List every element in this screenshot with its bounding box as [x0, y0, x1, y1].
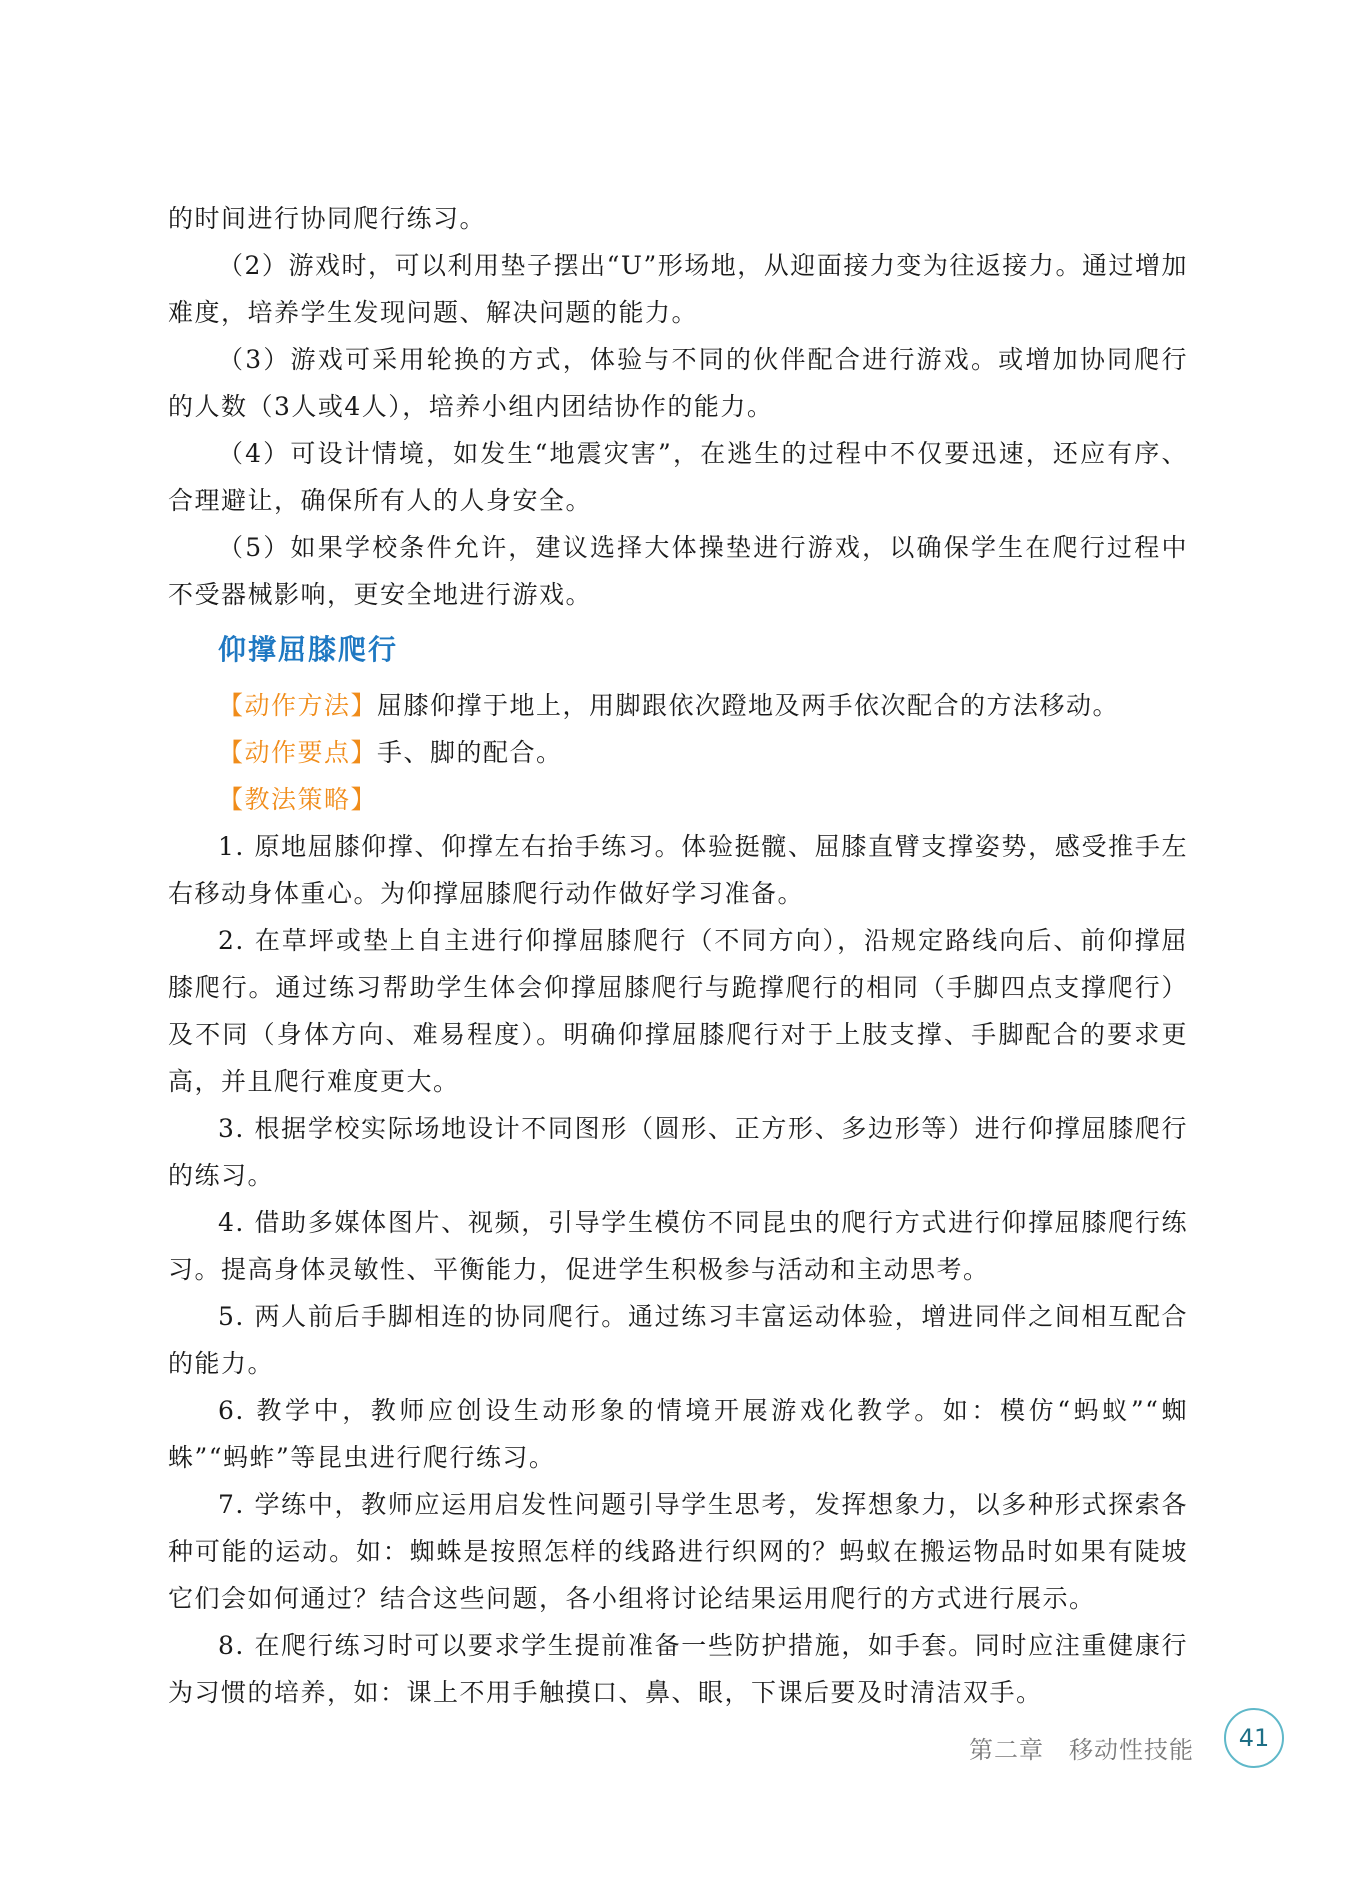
- method-label: 【动作方法】: [218, 691, 378, 720]
- keypoint-paragraph: [168, 729, 1188, 776]
- strategy-item-3: 3. 根据学校实际场地设计不同图形（圆形、正方形、多边形等）进行仰撑屈膝爬行的练习。: [168, 1114, 1188, 1190]
- keypoint-label: 【动作要点】: [218, 738, 378, 767]
- section-title: 仰撑屈膝爬行: [218, 633, 399, 666]
- paragraph-tip-3: （3）游戏可采用轮换的方式，体验与不同的伙伴配合进行游戏。或增加协同爬行的人数（3人或4人），培养小组内团结协作的能力。: [168, 345, 1188, 421]
- strategy-item-8: 8. 在爬行练习时可以要求学生提前准备一些防护措施，如手套。同时应注重健康行为习惯的培养，如：课上不用手触摸口、鼻、眼，下课后要及时清洁双手。: [168, 1631, 1188, 1707]
- method-text: 屈膝仰撑于地上，用脚跟依次蹬地及两手依次配合的方法移动。: [377, 691, 1120, 720]
- strategy-item-6: 6. 教学中，教师应创设生动形象的情境开展游戏化教学。如：模仿“蚂蚁”“蜘蛛”“蚂蚱”等昆虫进行爬行练习。: [168, 1396, 1188, 1472]
- page-number: 41: [1224, 1708, 1284, 1768]
- paragraph-tip-2: （2）游戏时，可以利用垫子摆出“U”形场地，从迎面接力变为往返接力。通过增加难度，培养学生发现问题、解决问题的能力。: [168, 251, 1188, 327]
- strategy-item-1: 1. 原地屈膝仰撑、仰撑左右抬手练习。体验挺髋、屈膝直臂支撑姿势，感受推手左右移动身体重心。为仰撑屈膝爬行动作做好学习准备。: [168, 832, 1188, 908]
- keypoint-text: 手、脚的配合。: [377, 738, 563, 767]
- page-content: [168, 195, 1188, 1716]
- strategy-paragraph: [168, 776, 1188, 823]
- strategy-item-2: 2. 在草坪或垫上自主进行仰撑屈膝爬行（不同方向），沿规定路线向后、前仰撑屈膝爬行。通过练习帮助学生体会仰撑屈膝爬行与跪撑爬行的相同（手脚四点支撑爬行）及不同（身体方向、难易程度）。明确仰撑屈膝爬行对于上肢支撑、手脚配合的要求更高，并且爬行难度更大。: [168, 926, 1188, 1096]
- paragraph-tip-5: （5）如果学校条件允许，建议选择大体操垫进行游戏，以确保学生在爬行过程中不受器械影响，更安全地进行游戏。: [168, 533, 1188, 609]
- strategy-label: 【教法策略】: [218, 785, 378, 814]
- strategy-item-4: 4. 借助多媒体图片、视频，引导学生模仿不同昆虫的爬行方式进行仰撑屈膝爬行练习。提高身体灵敏性、平衡能力，促进学生积极参与活动和主动思考。: [168, 1208, 1188, 1284]
- chapter-title: 第二章 移动性技能: [969, 1736, 1194, 1764]
- strategy-item-5: 5. 两人前后手脚相连的协同爬行。通过练习丰富运动体验，增进同伴之间相互配合的能力。: [168, 1302, 1188, 1378]
- paragraph-tip-4: （4）可设计情境，如发生“地震灾害”，在逃生的过程中不仅要迅速，还应有序、合理避让，确保所有人的人身安全。: [168, 439, 1188, 515]
- page-footer: [884, 1708, 1284, 1788]
- paragraph-continuation: 的时间进行协同爬行练习。: [168, 204, 487, 233]
- strategy-item-7: 7. 学练中，教师应运用启发性问题引导学生思考，发挥想象力，以多种形式探索各种可能的运动。如：蜘蛛是按照怎样的线路进行织网的？蚂蚁在搬运物品时如果有陡坡它们会如何通过？结合这些问题，各小组将讨论结果运用爬行的方式进行展示。: [168, 1490, 1188, 1613]
- method-paragraph: [168, 682, 1188, 729]
